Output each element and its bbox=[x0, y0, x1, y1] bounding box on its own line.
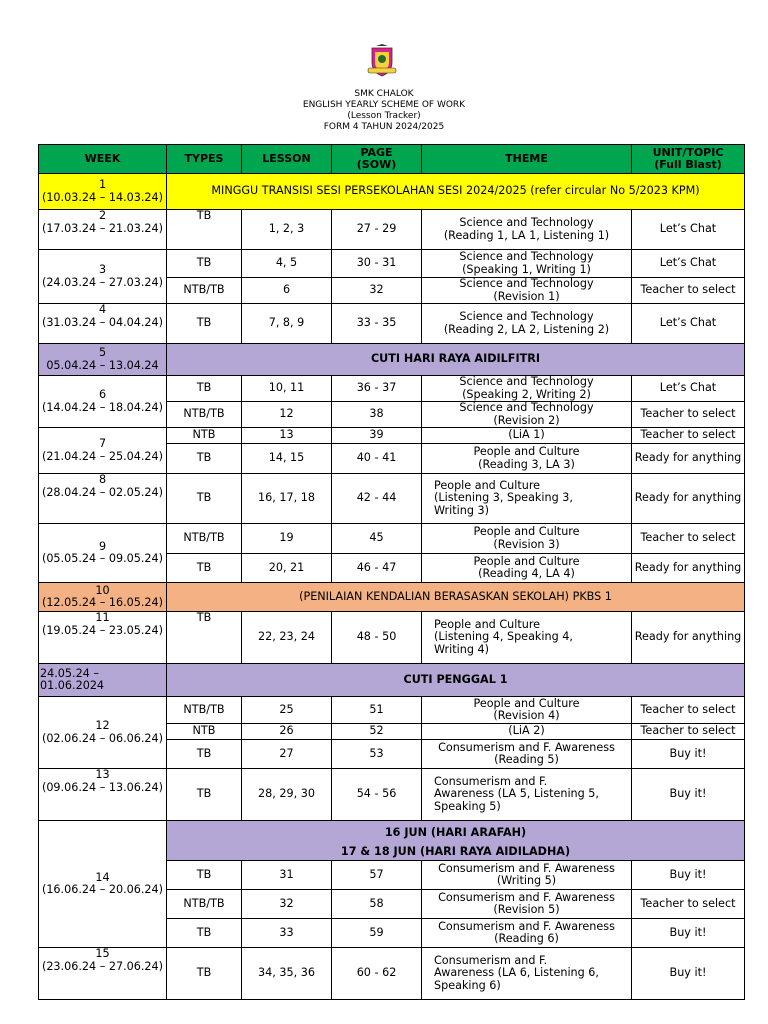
page-cell: 57 bbox=[332, 861, 422, 890]
types-cell: NTB bbox=[167, 428, 242, 444]
lesson-cell: 27 bbox=[242, 740, 332, 769]
types-cell: TB bbox=[167, 948, 242, 1000]
types-cell: NTB/TB bbox=[167, 697, 242, 724]
types-cell: TB bbox=[167, 444, 242, 474]
theme-cell: Science and Technology (Reading 2, LA 2, Listening 2) bbox=[422, 304, 632, 344]
page-cell: 45 bbox=[332, 524, 422, 554]
week-cell: 3 (24.03.24 – 27.03.24) bbox=[39, 250, 167, 304]
page-cell: 53 bbox=[332, 740, 422, 769]
table-row bbox=[39, 428, 745, 444]
col-week: WEEK bbox=[39, 145, 167, 174]
theme-cell: Consumerism and F. Awareness (Revision 5) bbox=[422, 890, 632, 919]
document-subtitle: (Lesson Tracker) bbox=[347, 111, 421, 121]
lesson-cell: 20, 21 bbox=[242, 554, 332, 583]
theme-cell: People and Culture (Revision 3) bbox=[422, 524, 632, 554]
theme-cell: (LiA 2) bbox=[422, 724, 632, 740]
lesson-cell: 22, 23, 24 bbox=[242, 612, 332, 664]
col-theme: THEME bbox=[422, 145, 632, 174]
table-row bbox=[39, 612, 745, 664]
page-cell: 51 bbox=[332, 697, 422, 724]
week-cell: 1 (10.03.24 – 14.03.24) bbox=[39, 174, 167, 210]
form-year: FORM 4 TAHUN 2024/2025 bbox=[323, 122, 445, 132]
theme-cell: Science and Technology (Speaking 2, Writing 2) bbox=[422, 376, 632, 402]
types-cell: NTB bbox=[167, 724, 242, 740]
lesson-cell: 19 bbox=[242, 524, 332, 554]
holiday-banner: CUTI PENGGAL 1 bbox=[167, 664, 745, 697]
theme-cell: Consumerism and F. Awareness (Reading 5) bbox=[422, 740, 632, 769]
page-cell: 60 - 62 bbox=[332, 948, 422, 1000]
page-cell: 52 bbox=[332, 724, 422, 740]
types-cell: TB bbox=[167, 861, 242, 890]
theme-cell: Science and Technology (Revision 2) bbox=[422, 402, 632, 428]
week-cell: 4 (31.03.24 – 04.04.24) bbox=[39, 304, 167, 344]
page-cell: 54 - 56 bbox=[332, 769, 422, 821]
week-cell: 13 (09.06.24 – 13.06.24) bbox=[39, 769, 167, 821]
document-title: ENGLISH YEARLY SCHEME OF WORK bbox=[302, 100, 466, 110]
unit-cell: Ready for anything bbox=[632, 444, 745, 474]
unit-cell: Buy it! bbox=[632, 919, 745, 948]
week-cell: 12 (02.06.24 – 06.06.24) bbox=[39, 697, 167, 769]
col-page: PAGE (SOW) bbox=[332, 145, 422, 174]
table-row bbox=[39, 474, 745, 524]
theme-cell: Consumerism and F. Awareness (LA 6, Listening 6, Speaking 6) bbox=[422, 948, 632, 1000]
page-cell: 38 bbox=[332, 402, 422, 428]
theme-cell: People and Culture (Listening 4, Speaking 4, Writing 4) bbox=[422, 612, 632, 664]
lesson-cell: 13 bbox=[242, 428, 332, 444]
theme-cell: People and Culture (Reading 3, LA 3) bbox=[422, 444, 632, 474]
page-cell: 58 bbox=[332, 890, 422, 919]
school-name: SMK CHALOK bbox=[354, 89, 414, 99]
table-row bbox=[39, 304, 745, 344]
theme-cell: Consumerism and F. Awareness (LA 5, Listening 5, Speaking 5) bbox=[422, 769, 632, 821]
transition-banner: MINGGU TRANSISI SESI PERSEKOLAHAN SESI 2024/2025 (refer circular No 5/2023 KPM) bbox=[167, 174, 745, 210]
lesson-cell: 12 bbox=[242, 402, 332, 428]
unit-cell: Buy it! bbox=[632, 948, 745, 1000]
types-cell: NTB/TB bbox=[167, 278, 242, 304]
theme-cell: People and Culture (Listening 3, Speaking 3, Writing 3) bbox=[422, 474, 632, 524]
types-cell: TB bbox=[167, 612, 242, 664]
types-cell: NTB/TB bbox=[167, 402, 242, 428]
types-cell: TB bbox=[167, 376, 242, 402]
table-row bbox=[39, 210, 745, 250]
lesson-cell: 4, 5 bbox=[242, 250, 332, 278]
lesson-cell: 25 bbox=[242, 697, 332, 724]
unit-cell: Let’s Chat bbox=[632, 250, 745, 278]
unit-cell: Buy it! bbox=[632, 769, 745, 821]
lesson-cell: 16, 17, 18 bbox=[242, 474, 332, 524]
week-cell: 24.05.24 – 01.06.2024 bbox=[39, 664, 167, 697]
school-crest-logo bbox=[366, 44, 398, 78]
page-cell: 27 - 29 bbox=[332, 210, 422, 250]
unit-cell: Teacher to select bbox=[632, 697, 745, 724]
unit-cell: Teacher to select bbox=[632, 402, 745, 428]
types-cell: TB bbox=[167, 250, 242, 278]
theme-cell: Science and Technology (Revision 1) bbox=[422, 278, 632, 304]
holiday-banner bbox=[167, 821, 745, 861]
theme-cell: Consumerism and F. Awareness (Writing 5) bbox=[422, 861, 632, 890]
week-cell: 9 (05.05.24 – 09.05.24) bbox=[39, 524, 167, 583]
lesson-cell: 1, 2, 3 bbox=[242, 210, 332, 250]
table-row bbox=[39, 174, 745, 210]
page-cell: 30 - 31 bbox=[332, 250, 422, 278]
types-cell: TB bbox=[167, 554, 242, 583]
lesson-cell: 26 bbox=[242, 724, 332, 740]
theme-cell: Science and Technology (Reading 1, LA 1, Listening 1) bbox=[422, 210, 632, 250]
lesson-cell: 28, 29, 30 bbox=[242, 769, 332, 821]
theme-cell: (LiA 1) bbox=[422, 428, 632, 444]
table-row bbox=[39, 344, 745, 376]
types-cell: TB bbox=[167, 919, 242, 948]
week-cell: 14 (16.06.24 – 20.06.24) bbox=[39, 821, 167, 948]
table-row bbox=[39, 250, 745, 278]
page-cell: 42 - 44 bbox=[332, 474, 422, 524]
page-cell: 36 - 37 bbox=[332, 376, 422, 402]
unit-cell: Ready for anything bbox=[632, 474, 745, 524]
table-row bbox=[39, 948, 745, 1000]
page-cell: 32 bbox=[332, 278, 422, 304]
col-types: TYPES bbox=[167, 145, 242, 174]
table-row bbox=[39, 376, 745, 402]
types-cell: TB bbox=[167, 740, 242, 769]
lesson-cell: 10, 11 bbox=[242, 376, 332, 402]
lesson-cell: 7, 8, 9 bbox=[242, 304, 332, 344]
week-cell: 11 (19.05.24 – 23.05.24) bbox=[39, 612, 167, 664]
types-cell: NTB/TB bbox=[167, 524, 242, 554]
types-cell: NTB/TB bbox=[167, 890, 242, 919]
unit-cell: Buy it! bbox=[632, 740, 745, 769]
page-cell: 59 bbox=[332, 919, 422, 948]
theme-cell: People and Culture (Revision 4) bbox=[422, 697, 632, 724]
week-cell: 2 (17.03.24 – 21.03.24) bbox=[39, 210, 167, 250]
theme-cell: Science and Technology (Speaking 1, Writing 1) bbox=[422, 250, 632, 278]
lesson-cell: 32 bbox=[242, 890, 332, 919]
unit-cell: Let’s Chat bbox=[632, 210, 745, 250]
theme-cell: Consumerism and F. Awareness (Reading 6) bbox=[422, 919, 632, 948]
unit-cell: Ready for anything bbox=[632, 554, 745, 583]
table-row bbox=[39, 583, 745, 612]
col-lesson: LESSON bbox=[242, 145, 332, 174]
holiday-banner: CUTI HARI RAYA AIDILFITRI bbox=[167, 344, 745, 376]
week-cell: 8 (28.04.24 – 02.05.24) bbox=[39, 474, 167, 524]
lesson-cell: 31 bbox=[242, 861, 332, 890]
types-cell: TB bbox=[167, 769, 242, 821]
lesson-cell: 33 bbox=[242, 919, 332, 948]
page-cell: 40 - 41 bbox=[332, 444, 422, 474]
week-cell: 6 (14.04.24 – 18.04.24) bbox=[39, 376, 167, 428]
page-cell: 33 - 35 bbox=[332, 304, 422, 344]
week-cell: 15 (23.06.24 – 27.06.24) bbox=[39, 948, 167, 1000]
unit-cell: Let’s Chat bbox=[632, 376, 745, 402]
table-header-row bbox=[39, 145, 745, 174]
page-cell: 46 - 47 bbox=[332, 554, 422, 583]
week-cell: 7 (21.04.24 – 25.04.24) bbox=[39, 428, 167, 474]
lesson-cell: 6 bbox=[242, 278, 332, 304]
unit-cell: Buy it! bbox=[632, 861, 745, 890]
types-cell: TB bbox=[167, 210, 242, 250]
page-cell: 48 - 50 bbox=[332, 612, 422, 664]
table-row bbox=[39, 769, 745, 821]
assessment-banner: (PENILAIAN KENDALIAN BERASASKAN SEKOLAH) PKBS 1 bbox=[167, 583, 745, 612]
unit-cell: Let’s Chat bbox=[632, 304, 745, 344]
lesson-cell: 14, 15 bbox=[242, 444, 332, 474]
table-row bbox=[39, 821, 745, 861]
week-cell: 5 05.04.24 – 13.04.24 bbox=[39, 344, 167, 376]
scheme-of-work-table bbox=[38, 144, 745, 1000]
aidiladha-line: 17 & 18 JUN (HARI RAYA AIDILADHA) bbox=[340, 844, 571, 858]
unit-cell: Teacher to select bbox=[632, 724, 745, 740]
types-cell: TB bbox=[167, 304, 242, 344]
week-cell: 10 (12.05.24 – 16.05.24) bbox=[39, 583, 167, 612]
table-row bbox=[39, 664, 745, 697]
page-cell: 39 bbox=[332, 428, 422, 444]
types-cell: TB bbox=[167, 474, 242, 524]
arafah-line: 16 JUN (HARI ARAFAH) bbox=[384, 825, 527, 839]
unit-cell: Teacher to select bbox=[632, 278, 745, 304]
col-unit: UNIT/TOPIC (Full Blast) bbox=[632, 145, 745, 174]
unit-cell: Teacher to select bbox=[632, 428, 745, 444]
unit-cell: Teacher to select bbox=[632, 890, 745, 919]
lesson-cell: 34, 35, 36 bbox=[242, 948, 332, 1000]
unit-cell: Ready for anything bbox=[632, 612, 745, 664]
table-row bbox=[39, 697, 745, 724]
unit-cell: Teacher to select bbox=[632, 524, 745, 554]
table-row bbox=[39, 524, 745, 554]
theme-cell: People and Culture (Reading 4, LA 4) bbox=[422, 554, 632, 583]
